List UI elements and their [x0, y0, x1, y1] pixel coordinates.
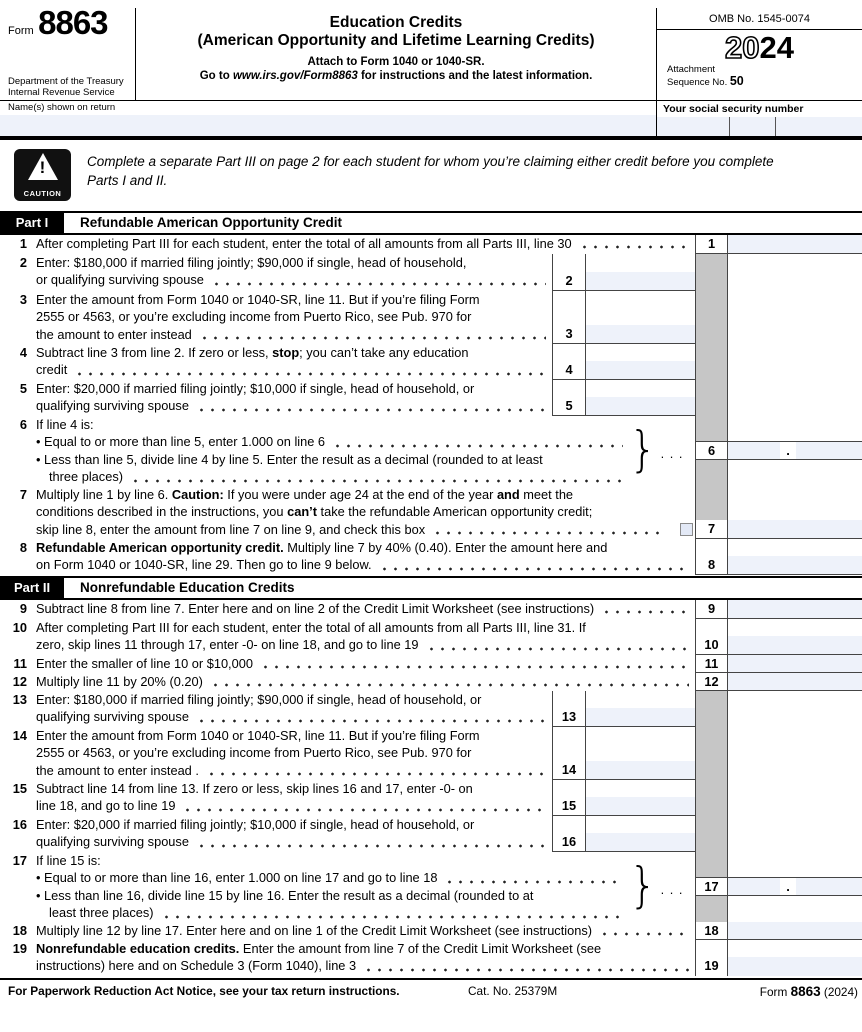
- line-13-entry[interactable]: [586, 708, 695, 726]
- line-19-entry[interactable]: [728, 957, 862, 976]
- line-6-decimal-entry-left[interactable]: [728, 442, 780, 459]
- attachment-sequence: Attachment Sequence No. 50: [667, 64, 744, 88]
- dot-leader: [379, 567, 689, 571]
- line-18-text: [36, 922, 695, 940]
- form-footer: [0, 978, 862, 999]
- line-17-decimal-entry-left[interactable]: [728, 878, 780, 895]
- line-15-right: [695, 780, 862, 816]
- form-text-line: 2555 or 4563, or you’re excluding income from Puerto Rico, see Pub. 970 for: [36, 745, 472, 760]
- line-3-row: [0, 291, 862, 344]
- ssn-segment-1[interactable]: [657, 117, 729, 136]
- dot-leader: [211, 282, 546, 286]
- form-text-line: Enter: $20,000 if married filing jointly; $10,000 if single, head of household, or: [36, 380, 475, 396]
- line-11-box-number: 11: [695, 655, 728, 672]
- dot-leader: [130, 479, 623, 483]
- line-9-number: 9: [19, 600, 27, 616]
- line-6-mid-dots: . . .: [660, 445, 684, 461]
- line-3-right: [695, 291, 862, 344]
- ssn-label: Your social security number: [663, 103, 804, 115]
- line-1-text: [36, 235, 695, 254]
- line-17-decimal-entry-right[interactable]: [796, 878, 862, 895]
- form-text-line: credit: [36, 361, 552, 379]
- agency-line2: Internal Revenue Service: [8, 87, 115, 98]
- form-text-line: Multiply line 12 by line 17. Enter here and on line 1 of the Credit Limit Worksheet (see instructions): [36, 922, 695, 940]
- dot-leader: [426, 647, 690, 651]
- ssn-segment-2[interactable]: [729, 117, 775, 136]
- line-4-inner: [552, 344, 695, 380]
- line-17-brace: }: [629, 856, 657, 913]
- line-17-number: 17: [12, 852, 27, 868]
- line-14-text: [36, 727, 552, 780]
- line-4-row: [0, 344, 862, 380]
- dot-leader: [363, 968, 689, 972]
- caution-text: Complete a separate Part III on page 2 for each student for whom you’re claiming either credit before you complete Parts I and II.: [87, 153, 774, 188]
- line-9-text: [36, 600, 695, 619]
- form-title: Education Credits: [329, 14, 463, 31]
- line-15-number: 15: [12, 780, 27, 796]
- line-9-entry[interactable]: [728, 600, 862, 618]
- line-12-number: 12: [12, 673, 27, 689]
- ssn-segment-3[interactable]: [775, 117, 862, 136]
- form-text-line: Enter: $180,000 if married filing jointly; $90,000 if single, head of household, or: [36, 691, 482, 707]
- header-divider-bar: [0, 136, 862, 140]
- line-12-entry[interactable]: [728, 673, 862, 690]
- line-4-number: 4: [19, 344, 27, 360]
- line-8-text: [36, 539, 695, 575]
- dot-leader: [196, 408, 546, 412]
- line-15-box-number: 15: [561, 797, 577, 813]
- line-14-right: [695, 727, 862, 780]
- line-6-number: 6: [19, 416, 27, 432]
- line-14-inner: [552, 727, 695, 780]
- line-19-box-number: 19: [695, 957, 728, 976]
- part2-title: Nonrefundable Education Credits: [80, 579, 295, 595]
- line-15-text: [36, 780, 552, 816]
- omb-number: OMB No. 1545-0074: [657, 8, 862, 30]
- form-text-line: Subtract line 14 from line 13. If zero or less, skip lines 16 and 17, enter -0- on: [36, 780, 473, 796]
- line-5-inner: [552, 380, 695, 416]
- line-2-inner: [552, 254, 695, 291]
- dot-leader: [196, 844, 546, 848]
- line-17-mid-dots: . . .: [660, 881, 684, 897]
- line-16-box-number: 16: [561, 833, 577, 849]
- line-6-right: [695, 416, 862, 486]
- line-17-decimal-point: .: [780, 878, 796, 895]
- line-13-box-number: 13: [561, 708, 577, 724]
- form-text-line: Enter the amount from Form 1040 or 1040-SR, line 11. But if you’re filing Form: [36, 291, 480, 307]
- line-1-right: [695, 235, 862, 254]
- line-10-text: [36, 619, 695, 655]
- line-5-right: [695, 380, 862, 416]
- irs-url: www.irs.gov/Form8863: [232, 70, 358, 82]
- caution-exclamation-icon: !: [39, 157, 46, 177]
- line-19-text: [36, 940, 695, 976]
- line-11-right: [695, 655, 862, 673]
- name-label: Name(s) shown on return: [8, 102, 116, 113]
- line-6-decimal-entry-right[interactable]: [796, 442, 862, 459]
- dot-leader: [199, 336, 546, 340]
- line-15-row: [0, 780, 862, 816]
- agency-block: [8, 76, 135, 100]
- dot-leader: [196, 719, 546, 723]
- form-text-line: Multiply line 11 by 20% (0.20): [36, 673, 695, 691]
- line-18-box-number: 18: [695, 922, 728, 939]
- form-text-line: Subtract line 3 from line 2. If zero or less, stop; you can’t take any education: [36, 344, 469, 360]
- tax-year: 2024: [725, 30, 794, 65]
- line-3-entry[interactable]: [586, 325, 695, 343]
- line-6-brace: }: [629, 420, 657, 477]
- line-10-entry[interactable]: [728, 636, 862, 654]
- part1-title: Refundable American Opportunity Credit: [80, 214, 343, 230]
- form-text-line: If line 4 is:: [36, 416, 94, 432]
- caution-block: [0, 149, 862, 205]
- part1-label: Part I: [0, 213, 64, 233]
- form-text-line: Nonrefundable education credits. Enter the amount from line 7 of the Credit Limit Worksheet (see: [36, 940, 602, 956]
- footer-form-id: Form 8863 (2024): [759, 983, 858, 999]
- line-16-entry[interactable]: [586, 833, 695, 851]
- form-8863-page: [0, 4, 862, 1032]
- line-12-text: [36, 673, 695, 691]
- line-5-text: [36, 380, 552, 416]
- line-7-number: 7: [19, 486, 27, 502]
- line-2-row: [0, 254, 862, 291]
- line-3-text: [36, 291, 552, 344]
- line-11-number: 11: [13, 655, 27, 671]
- form-text-line: Refundable American opportunity credit. Multiply line 7 by 40% (0.40). Enter the amount here and: [36, 539, 608, 555]
- form-text-line: Subtract line 8 from line 7. Enter here and on line 2 of the Credit Limit Worksheet (see instructions): [36, 600, 695, 618]
- ssn-cell: [656, 101, 862, 136]
- line-3-inner: [552, 291, 695, 344]
- line-18-entry[interactable]: [728, 922, 862, 939]
- line-16-number: 16: [12, 816, 27, 832]
- line-5-number: 5: [19, 380, 27, 396]
- line-16-right: [695, 816, 862, 852]
- line-2-number: 2: [19, 254, 27, 270]
- line-17-text: [36, 852, 629, 922]
- line-5-entry[interactable]: [586, 397, 695, 415]
- line-13-right: [695, 691, 862, 727]
- form-text-line: the amount to enter instead: [36, 326, 552, 344]
- line-13-text: [36, 691, 552, 727]
- line-13-number: 13: [12, 691, 27, 707]
- line-14-row: [0, 727, 862, 780]
- caution-icon-label: CAUTION: [23, 188, 62, 198]
- line-14-box-number: 14: [561, 761, 577, 777]
- line-2-text: [36, 254, 552, 291]
- form-header: [0, 4, 862, 100]
- paperwork-notice: For Paperwork Reduction Act Notice, see your tax return instructions.: [8, 983, 400, 998]
- line-10-box-number: 10: [695, 636, 728, 654]
- line-9-right: [695, 600, 862, 619]
- dot-leader: [206, 772, 546, 776]
- form-title-block: [136, 8, 656, 100]
- form-text-line: on Form 1040 or 1040-SR, line 29. Then go to line 9 below.: [36, 556, 695, 574]
- line-14-number: 14: [12, 727, 27, 743]
- line-7-entry[interactable]: [728, 520, 862, 538]
- ssn-input[interactable]: [657, 117, 862, 136]
- line-17-box-number: 17: [695, 878, 728, 895]
- line-13-inner: [552, 691, 695, 727]
- form-text-line: If line 15 is:: [36, 852, 101, 868]
- line-9-row: [0, 600, 862, 619]
- line-3-box-number: 3: [565, 325, 573, 341]
- line-17-row: [0, 852, 862, 922]
- form-text-line: After completing Part III for each student, enter the total of all amounts from all Parts III, line 31. If: [36, 619, 586, 635]
- form-word: Form: [8, 25, 34, 37]
- caution-icon: [14, 149, 71, 201]
- line-8-row: [0, 539, 862, 575]
- dot-leader: [260, 665, 689, 669]
- line-6-text: [36, 416, 629, 486]
- part2-label: Part II: [0, 578, 64, 598]
- dot-leader: [444, 880, 623, 884]
- line-8-entry[interactable]: [728, 556, 862, 574]
- line-2-right: [695, 254, 862, 291]
- line-2-entry[interactable]: [586, 272, 695, 290]
- dot-leader: [332, 444, 623, 448]
- form-text-line: the amount to enter instead .: [36, 762, 552, 780]
- line-11-entry[interactable]: [728, 655, 862, 672]
- form-text-line: instructions) here and on Schedule 3 (Form 1040), line 3: [36, 957, 695, 975]
- form-text-line: • Equal to or more than line 16, enter 1.000 on line 17 and go to line 18: [36, 869, 629, 887]
- line-8-right: [695, 539, 862, 575]
- form-text-line: Enter the amount from Form 1040 or 1040-SR, line 11. But if you’re filing Form: [36, 727, 480, 743]
- dot-leader: [579, 245, 689, 249]
- line-19-right: [695, 940, 862, 976]
- name-cell: [0, 101, 656, 136]
- line-4-entry[interactable]: [586, 361, 695, 379]
- agency-line1: Department of the Treasury: [8, 76, 124, 87]
- line-1-row: [0, 235, 862, 254]
- form-text-line: least three places): [36, 904, 629, 922]
- dot-leader: [74, 372, 546, 376]
- line-19-row: [0, 940, 862, 976]
- dot-leader: [182, 808, 546, 812]
- dot-leader: [601, 610, 689, 614]
- part2-header: [0, 576, 862, 600]
- line-1-number: 1: [19, 235, 27, 251]
- line-4-right: [695, 344, 862, 380]
- line-19-number: 19: [12, 940, 27, 956]
- form-text-line: Enter: $180,000 if married filing jointly; $90,000 if single, head of household,: [36, 254, 467, 270]
- form-text-line: three places): [36, 468, 629, 486]
- line-5-box-number: 5: [565, 397, 573, 413]
- line-7-text: [36, 486, 695, 539]
- line-17-right: [695, 852, 862, 922]
- form-text-line: 2555 or 4563, or you’re excluding income from Puerto Rico, see Pub. 970 for: [36, 309, 472, 324]
- form-text-line: conditions described in the instructions, you can’t take the refundable American opportunity credit;: [36, 504, 593, 519]
- line-18-number: 18: [12, 922, 27, 938]
- line-2-box-number: 2: [565, 272, 573, 288]
- line-4-text: [36, 344, 552, 380]
- form-text-line: qualifying surviving spouse: [36, 708, 552, 726]
- form-text-line: qualifying surviving spouse: [36, 833, 552, 851]
- dot-leader: [599, 932, 689, 936]
- form-text-line: qualifying surviving spouse: [36, 397, 552, 415]
- name-ssn-row: [0, 100, 862, 136]
- line-15-inner: [552, 780, 695, 816]
- line-14-entry[interactable]: [586, 761, 695, 779]
- dot-leader: [161, 915, 623, 919]
- line-1-box-number: 1: [695, 235, 728, 253]
- form-text-line: or qualifying surviving spouse: [36, 271, 552, 289]
- goto-instruction: Go to www.irs.gov/Form8863 for instructions and the latest information.: [199, 70, 593, 82]
- dot-leader: [210, 683, 689, 687]
- form-text-line: Enter: $20,000 if married filing jointly; $10,000 if single, head of household, or: [36, 816, 475, 832]
- line-1-entry[interactable]: [728, 235, 862, 253]
- attach-instruction: Attach to Form 1040 or 1040-SR.: [307, 56, 485, 68]
- form-number: 8863: [38, 4, 108, 41]
- line-8-number: 8: [19, 539, 27, 555]
- form-text-line: Multiply line 1 by line 6. Caution: If you were under age 24 at the end of the year and meet the: [36, 486, 574, 502]
- line-8-box-number: 8: [695, 556, 728, 574]
- line7-checkbox[interactable]: [680, 523, 693, 536]
- line-6-box-number: 6: [695, 442, 728, 459]
- line-5-row: [0, 380, 862, 416]
- part1-header: [0, 211, 862, 235]
- line-13-row: [0, 691, 862, 727]
- form-text-line: line 18, and go to line 19: [36, 797, 552, 815]
- line-16-row: [0, 816, 862, 852]
- form-text-line: skip line 8, enter the amount from line 7 on line 9, and check this box: [36, 521, 695, 539]
- form-text-line: • Less than line 5, divide line 4 by line 5. Enter the result as a decimal (rounded to at least: [36, 451, 543, 467]
- form-text-line: • Equal to or more than line 5, enter 1.000 on line 6: [36, 433, 629, 451]
- line-4-box-number: 4: [565, 361, 573, 377]
- line-12-right: [695, 673, 862, 691]
- line-10-number: 10: [12, 619, 27, 635]
- omb-year-block: [656, 8, 862, 100]
- line-12-box-number: 12: [695, 673, 728, 690]
- form-text-line: After completing Part III for each student, enter the total of all amounts from all Parts III, line 30: [36, 235, 695, 253]
- form-text-line: zero, skip lines 11 through 17, enter -0- on line 18, and go to line 19: [36, 636, 695, 654]
- line-11-text: [36, 655, 695, 673]
- line-3-number: 3: [19, 291, 27, 307]
- line-12-row: [0, 673, 862, 691]
- line-15-entry[interactable]: [586, 797, 695, 815]
- line-16-text: [36, 816, 552, 852]
- line-18-row: [0, 922, 862, 940]
- dot-leader: [432, 531, 666, 535]
- line-10-row: [0, 619, 862, 655]
- form-id-block: [0, 4, 136, 100]
- name-input[interactable]: [0, 115, 656, 136]
- form-text-line: Enter the smaller of line 10 or $10,000: [36, 655, 695, 673]
- line-18-right: [695, 922, 862, 940]
- line-10-right: [695, 619, 862, 655]
- catalog-number: Cat. No. 25379M: [468, 983, 558, 998]
- line-9-box-number: 9: [695, 600, 728, 618]
- form-text-line: • Less than line 16, divide line 15 by line 16. Enter the result as a decimal (rounded to at: [36, 887, 534, 903]
- form-subtitle: (American Opportunity and Lifetime Learning Credits): [197, 32, 595, 49]
- line-7-box-number: 7: [695, 520, 728, 538]
- line-6-decimal-point: .: [780, 442, 796, 459]
- line-7-row: [0, 486, 862, 539]
- line-16-inner: [552, 816, 695, 852]
- line-11-row: [0, 655, 862, 673]
- line-7-right: [695, 486, 862, 539]
- line-6-row: [0, 416, 862, 486]
